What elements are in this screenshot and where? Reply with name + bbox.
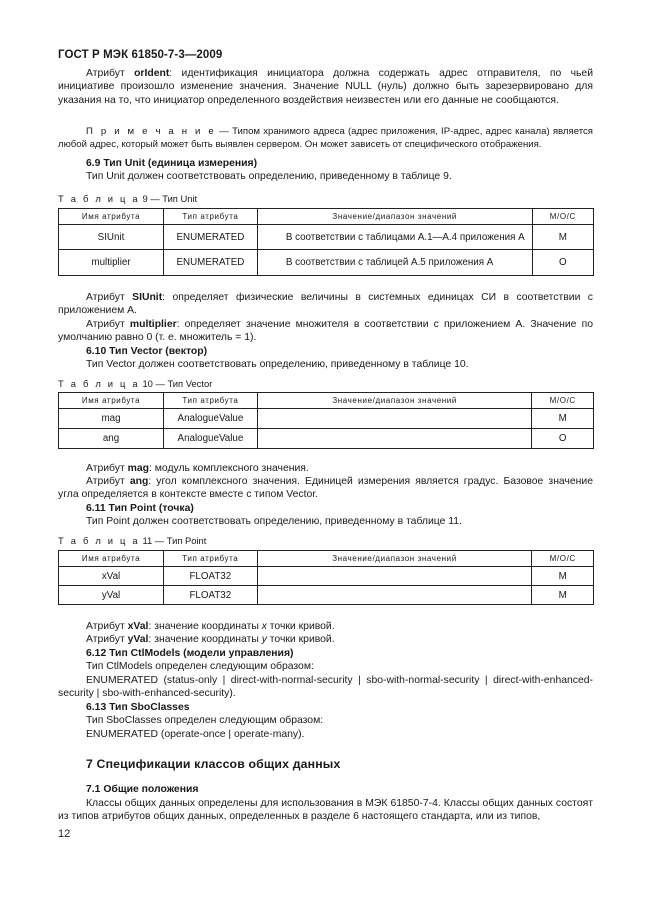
text: : модуль комплексного значения. — [148, 463, 309, 474]
section-7-1 — [86, 783, 593, 796]
attribute-name: yVal — [127, 634, 149, 646]
attribute-name: mag — [127, 463, 149, 474]
table-cell — [257, 586, 532, 605]
note-text: — Типом хранимого адреса (адрес приложения, IP-адрес, адрес канала) является любой адрес, который может быть выявлен сервером. Он может зависеть от специфического отображения. — [58, 126, 593, 150]
table-cell: FLOAT32 — [164, 567, 257, 586]
table-cell — [257, 429, 532, 449]
text: Атрибут — [86, 292, 133, 303]
table-caption — [58, 193, 197, 204]
table-row — [59, 429, 594, 449]
text: : определяет значение множителя в соответствии с приложением А. Значение по умолчанию равно 0 (т. е. множитель = 1). — [58, 319, 593, 344]
text: : определяет физические величины в системных единицах СИ в соответствии с приложением А. — [58, 292, 594, 317]
table-cell: В соответствии с таблицей А.5 приложения А — [257, 250, 532, 276]
section-text: ENUMERATED (operate-once | operate-many). — [86, 728, 305, 740]
text: точки кривой. — [266, 621, 335, 632]
caption-title: 10 — Тип Vector — [142, 378, 213, 389]
caption-label: Т а б л и ц а — [58, 378, 140, 389]
table-header-row — [59, 393, 594, 409]
attribute-name: SIUnit — [132, 292, 163, 303]
document-header: ГОСТ Р МЭК 61850-7-3—2009 — [58, 49, 223, 61]
table-cell: SIUnit — [59, 225, 164, 250]
column-header: Значение/диапазон значений — [257, 551, 532, 567]
column-header: Тип атрибута — [164, 209, 258, 225]
attribute-name: orIdent — [134, 68, 170, 79]
section-6-11 — [86, 502, 593, 529]
paragraph-ang — [58, 475, 593, 502]
section-text: Тип Unit должен соответствовать определению, приведенному в таблице 9. — [86, 171, 452, 183]
caption-title: 9 — Тип Unit — [142, 193, 198, 204]
section-6-12-6-13 — [86, 620, 593, 674]
attribute-name: xVal — [127, 621, 149, 632]
section-heading: 6.11 Тип Point (точка) — [86, 503, 194, 514]
section-6-13 — [86, 701, 593, 741]
section-heading: 6.9 Тип Unit (единица измерения) — [86, 158, 258, 169]
table-row — [59, 567, 594, 586]
text: : значение координаты — [148, 621, 262, 632]
text: точки кривой. — [266, 634, 335, 646]
section-text: Тип Point должен соответствовать определению, приведенному в таблице 11. — [86, 516, 462, 528]
table-row — [59, 586, 594, 605]
attribute-name: multiplier — [129, 319, 177, 330]
column-header: Значение/диапазон значений — [257, 209, 532, 225]
table-cell: FLOAT32 — [164, 586, 257, 605]
section-text: Тип SboClasses определен следующим образом: — [86, 715, 324, 727]
variable: x — [261, 621, 267, 632]
text: Атрибут — [86, 319, 130, 330]
ctlmodels-enumeration: ENUMERATED (status-only | direct-with-normal-security | sbo-with-normal-security | direct-with-enhanced-security | sbo-with-enhanced-security). — [58, 675, 593, 700]
table-cell: AnalogueValue — [164, 409, 258, 429]
attribute-name: ang — [129, 476, 149, 487]
caption-label: Т а б л и ц а — [58, 535, 140, 546]
column-header: M/O/C — [532, 551, 594, 567]
text: Атрибут — [86, 476, 130, 487]
variable: y — [261, 634, 267, 646]
table-header-row — [59, 551, 594, 567]
table-cell: M — [532, 586, 594, 605]
paragraph-xval — [86, 620, 593, 633]
page-number: 12 — [58, 828, 71, 840]
column-header: Имя атрибута — [59, 551, 164, 567]
paragraph-7-1: Классы общих данных определены для использования в МЭК 61850-7-4. Классы общих данных состоят из типов атрибутов общих данных, определенных в разделе 6 настоящего стандарта, или из типов, — [58, 798, 593, 823]
table-cell: O — [532, 429, 594, 449]
table-cell: ang — [59, 429, 164, 449]
table-header-row — [59, 209, 594, 225]
table-cell: ENUMERATED — [164, 225, 258, 250]
table-cell: mag — [59, 409, 164, 429]
table-cell — [257, 409, 532, 429]
table-cell: M — [532, 409, 594, 429]
section-heading: 7.1 Общие положения — [86, 784, 199, 795]
table-cell: M — [532, 567, 594, 586]
paragraph-yval — [86, 633, 593, 646]
table-11 — [58, 550, 594, 605]
section-6-10 — [86, 345, 593, 372]
paragraph-mag — [58, 462, 593, 475]
column-header: M/O/C — [532, 393, 594, 409]
section-text: Тип CtlModels определен следующим образом: — [86, 661, 314, 673]
column-header: Значение/диапазон значений — [257, 393, 532, 409]
caption-label: Т а б л и ц а — [58, 193, 140, 204]
table-cell: O — [532, 250, 593, 276]
section-text: Тип Vector должен соответствовать определению, приведенному в таблице 10. — [86, 359, 469, 371]
paragraph-orident — [58, 67, 593, 107]
text: Атрибут — [86, 68, 135, 79]
table-10 — [58, 392, 594, 449]
table-row — [59, 409, 594, 429]
text: Атрибут — [86, 463, 128, 474]
caption-title: 11 — Тип Point — [142, 535, 207, 546]
text: : идентификация инициатора должна содержать адрес отправителя, по чьей инициативе произошло изменение значения. Значение NULL (нуль) должно быть зарезервировано для указания на то, что инициатор определенного воздействия неизвестен или его данные не сообщаются. — [58, 68, 594, 106]
section-heading: 6.10 Тип Vector (вектор) — [86, 346, 208, 357]
table-cell: yVal — [59, 586, 164, 605]
table-caption — [58, 535, 206, 546]
table-cell — [257, 567, 532, 586]
column-header: Имя атрибута — [59, 209, 164, 225]
table-cell: xVal — [59, 567, 164, 586]
paragraph-multiplier — [58, 318, 593, 345]
text: Атрибут — [86, 634, 128, 646]
table-cell: В соответствии с таблицами А.1—А.4 приложения А — [257, 225, 532, 250]
column-header: M/O/C — [532, 209, 593, 225]
table-row — [59, 250, 594, 276]
section-heading: 6.12 Тип CtlModels (модели управления) — [86, 647, 294, 659]
section-6-9 — [86, 157, 593, 184]
column-header: Тип атрибута — [164, 551, 257, 567]
column-header: Тип атрибута — [164, 393, 258, 409]
text: : значение координаты — [148, 634, 262, 646]
table-cell: ENUMERATED — [164, 250, 258, 276]
paragraph-siunit — [58, 291, 593, 318]
table-cell: M — [532, 225, 593, 250]
table-9 — [58, 208, 594, 276]
section-heading: 6.13 Тип SboClasses — [86, 702, 190, 713]
table-caption — [58, 378, 212, 389]
section-7-heading: 7 Спецификации классов общих данных — [86, 757, 341, 771]
text: Атрибут — [86, 621, 128, 632]
note-label: П р и м е ч а н и е — [86, 126, 217, 137]
note — [58, 126, 593, 151]
table-cell: AnalogueValue — [164, 429, 258, 449]
table-cell: multiplier — [59, 250, 164, 276]
table-row — [59, 225, 594, 250]
text: : угол комплексного значения. Единицей измерения является градус. Базовое значение угла определяется в контексте вместе с типом Vector. — [58, 476, 593, 501]
column-header: Имя атрибута — [59, 393, 164, 409]
